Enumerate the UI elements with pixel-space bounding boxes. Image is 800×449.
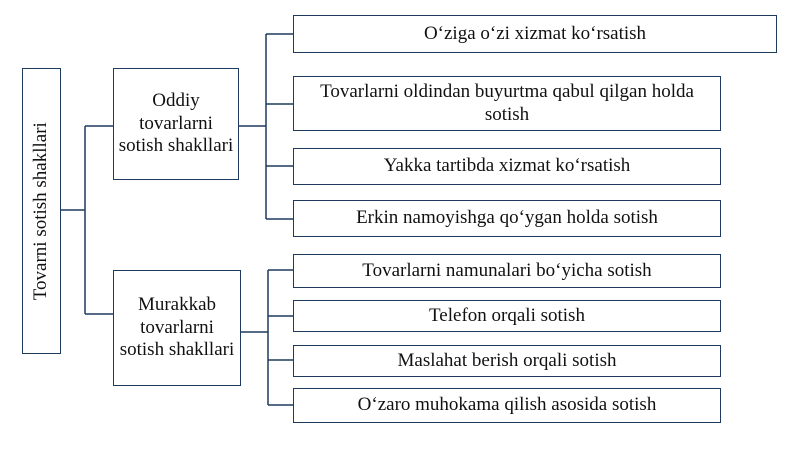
group-node-simple-label: Oddiy tovarlarni sotish shakllari	[118, 90, 234, 157]
leaf-node-label: Maslahat berish orqali sotish	[397, 349, 617, 371]
group-node-complex	[113, 270, 241, 386]
leaf-node-label: O‘zaro muhokama qilish asosida sotish	[357, 394, 657, 416]
leaf-node	[293, 300, 721, 332]
leaf-node	[293, 345, 721, 377]
leaf-node-label: Erkin namoyishga qo‘ygan holda sotish	[356, 207, 658, 229]
leaf-node	[293, 15, 777, 53]
group-node-complex-label: Murakkab tovarlarni sotish shakllari	[119, 294, 235, 361]
leaf-node-label: Tovarlarni oldindan buyurtma qabul qilgan holda sotish	[320, 81, 694, 125]
leaf-node-label: Telefon orqali sotish	[429, 304, 585, 326]
leaf-node-label: Tovarlarni namunalari bo‘yicha sotish	[362, 259, 652, 281]
leaf-node	[293, 388, 721, 423]
root-node	[22, 68, 61, 354]
leaf-node	[293, 254, 721, 288]
leaf-node	[293, 76, 721, 131]
group-node-simple	[113, 68, 239, 180]
root-node-label: Tovarni sotish shakllari	[30, 121, 52, 301]
leaf-node	[293, 148, 721, 185]
leaf-node-label: O‘ziga o‘zi xizmat ko‘rsatish	[423, 22, 647, 44]
leaf-node	[293, 200, 721, 237]
leaf-node-label: Yakka tartibda xizmat ko‘rsatish	[383, 155, 631, 177]
